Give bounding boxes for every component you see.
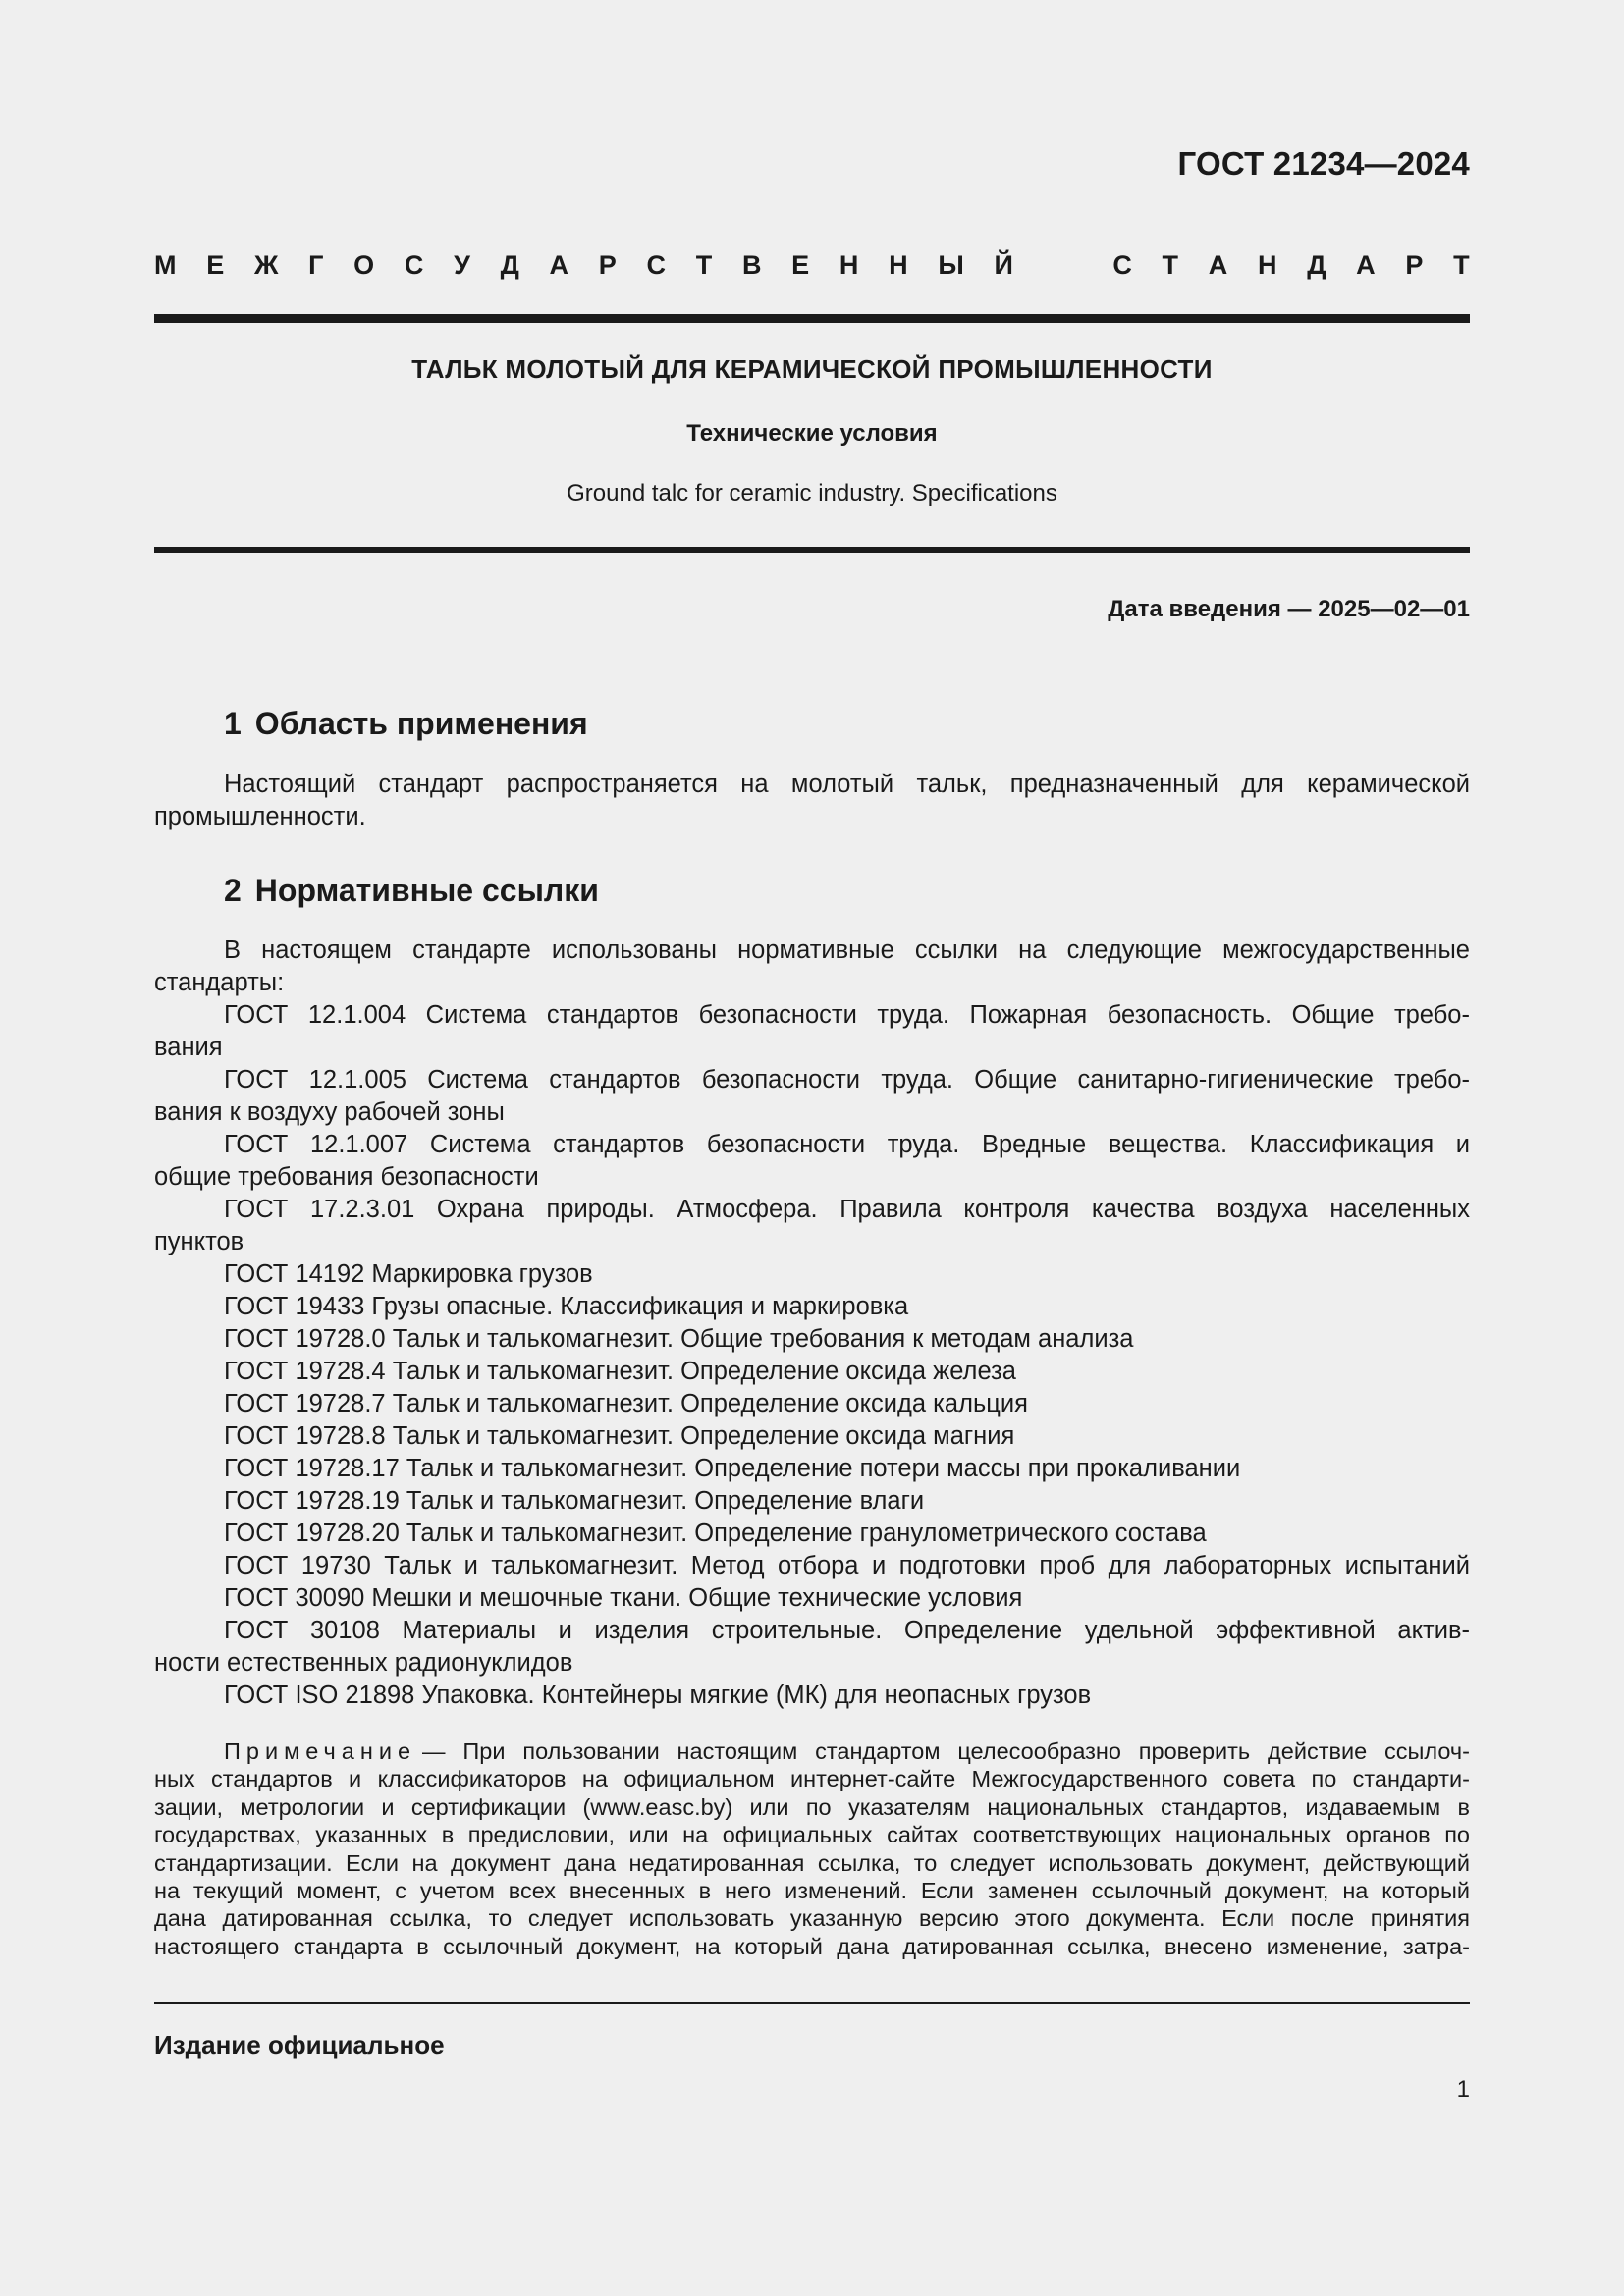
text-line: промышленности. [154, 803, 366, 830]
reference-item: ГОСТ 12.1.004 Система стандартов безопасности труда. Пожарная безопасность. Общие требо- [224, 1001, 1470, 1029]
edition-label: Издание официальное [154, 2030, 445, 2059]
reference-item: ГОСТ 19728.0 Тальк и талькомагнезит. Общие требования к методам анализа [224, 1325, 1134, 1353]
note-label: Примечание [224, 1738, 417, 1764]
reference-item: ГОСТ 19728.4 Тальк и талькомагнезит. Определение оксида железа [224, 1358, 1016, 1385]
document-page [154, 0, 1470, 2296]
reference-item: ГОСТ 14192 Маркировка грузов [224, 1260, 593, 1288]
footer-rule [154, 2002, 1470, 2004]
reference-item: ГОСТ 17.2.3.01 Охрана природы. Атмосфера. Правила контроля качества воздуха населенных [224, 1196, 1470, 1223]
reference-item: ГОСТ 19433 Грузы опасные. Классификация и маркировка [224, 1293, 909, 1320]
series-letter: С [404, 250, 424, 280]
series-letter: Ж [253, 250, 279, 280]
document-title: ТАЛЬК МОЛОТЫЙ ДЛЯ КЕРАМИЧЕСКОЙ ПРОМЫШЛЕННОСТИ [411, 354, 1213, 384]
reference-item: ГОСТ 19728.8 Тальк и талькомагнезит. Определение оксида магния [224, 1422, 1015, 1450]
note-line: дана датированная ссылка, то следует использовать указанную версию этого документа. Если после принятия [154, 1905, 1470, 1932]
series-letter: Р [598, 250, 617, 280]
note-line: государствах, указанных в предисловии, или на официальных сайтах соответствующих национальных органов по [154, 1822, 1470, 1848]
reference-item: ГОСТ 19728.17 Тальк и талькомагнезит. Определение потери массы при прокаливании [224, 1455, 1241, 1482]
series-letter: О [353, 250, 375, 280]
series-letter: Ы [938, 250, 964, 280]
note-line: ных стандартов и классификаторов на официальном интернет-сайте Межгосударственного совета по стандарти- [154, 1766, 1470, 1792]
series-letter: Г [308, 250, 324, 280]
page-number: 1 [1456, 2076, 1470, 2103]
series-letter: Т [695, 250, 713, 280]
note-line: настоящего стандарта в ссылочный документ, на который дана датированная ссылка, внесено изменение, затра- [154, 1933, 1470, 1959]
section-number: 1 [224, 706, 242, 741]
series-word-gap [1044, 250, 1083, 281]
series-letter: Д [500, 250, 519, 280]
series-letter: У [454, 250, 470, 280]
series-letter: Е [206, 250, 225, 280]
series-letter: Д [1307, 250, 1326, 280]
reference-item: ГОСТ 19728.20 Тальк и талькомагнезит. Определение гранулометрического состава [224, 1520, 1207, 1547]
series-letter: А [549, 250, 569, 280]
reference-item: ГОСТ 30108 Материалы и изделия строительные. Определение удельной эффективной актив- [224, 1617, 1470, 1644]
text-line: стандарты: [154, 969, 285, 996]
series-letter: С [1112, 250, 1132, 280]
series-letter: Й [994, 250, 1013, 280]
note-line: на текущий момент, с учетом всех внесенных в него изменений. Если заменен ссылочный документ, на который [154, 1878, 1470, 1904]
references-list [154, 934, 1470, 1712]
note-line: Примечание — При пользовании настоящим стандартом целесообразно проверить действие ссылоч- [224, 1738, 1470, 1764]
standard-series-title [154, 250, 1470, 281]
reference-item-cont: ности естественных радионуклидов [154, 1649, 573, 1677]
series-letter: Н [839, 250, 859, 280]
reference-item: ГОСТ 19728.19 Тальк и талькомагнезит. Определение влаги [224, 1487, 925, 1515]
english-title: Ground talc for ceramic industry. Specifications [567, 480, 1057, 507]
reference-item: ГОСТ 12.1.007 Система стандартов безопасности труда. Вредные вещества. Классификация и [224, 1131, 1470, 1158]
note-line: зации, метрологии и сертификации (www.easc.by) или по указателям национальных стандартов, издаваемым в [154, 1793, 1470, 1820]
reference-item: ГОСТ 12.1.005 Система стандартов безопасности труда. Общие санитарно-гигиенические требо- [224, 1066, 1470, 1094]
text-line: Настоящий стандарт распространяется на молотый тальк, предназначенный для керамической [224, 771, 1470, 798]
series-letter: Р [1405, 250, 1424, 280]
section-number: 2 [224, 873, 242, 908]
scope-paragraph [154, 769, 1470, 833]
reference-item: ГОСТ ISO 21898 Упаковка. Контейнеры мягкие (МК) для неопасных грузов [224, 1682, 1092, 1709]
reference-item-cont: общие требования безопасности [154, 1163, 539, 1191]
top-thick-rule [154, 314, 1470, 323]
series-letter: С [646, 250, 666, 280]
series-letter: Т [1453, 250, 1470, 280]
section-heading-scope [224, 706, 588, 742]
series-letter: В [741, 250, 762, 280]
reference-item-cont: вания [154, 1034, 223, 1061]
series-letter: М [154, 250, 177, 280]
reference-item: ГОСТ 19728.7 Тальк и талькомагнезит. Определение оксида кальция [224, 1390, 1028, 1417]
series-letter: А [1208, 250, 1228, 280]
note-block [154, 1737, 1470, 1960]
document-subtitle: Технические условия [686, 420, 938, 447]
reference-item-cont: вания к воздуху рабочей зоны [154, 1098, 505, 1126]
document-code: ГОСТ 21234—2024 [1177, 145, 1470, 182]
section-title: Область применения [254, 706, 588, 741]
series-letter: Н [1257, 250, 1277, 280]
series-letter: Е [791, 250, 810, 280]
section-heading-references [224, 873, 599, 909]
title-bottom-rule [154, 547, 1470, 553]
reference-item: ГОСТ 19730 Тальк и талькомагнезит. Метод отбора и подготовки проб для лабораторных испытаний [224, 1552, 1470, 1579]
note-line: стандартизации. Если на документ дана недатированная ссылка, то следует использовать документ, действующий [154, 1849, 1470, 1876]
introduction-date: Дата введения — 2025—02—01 [1108, 596, 1470, 622]
text-line: В настоящем стандарте использованы нормативные ссылки на следующие межгосударственные [224, 936, 1470, 964]
reference-item-cont: пунктов [154, 1228, 244, 1255]
reference-item: ГОСТ 30090 Мешки и мешочные ткани. Общие технические условия [224, 1584, 1023, 1612]
series-letter: А [1356, 250, 1376, 280]
section-title: Нормативные ссылки [254, 873, 599, 908]
series-letter: Н [889, 250, 908, 280]
series-letter: Т [1162, 250, 1179, 280]
